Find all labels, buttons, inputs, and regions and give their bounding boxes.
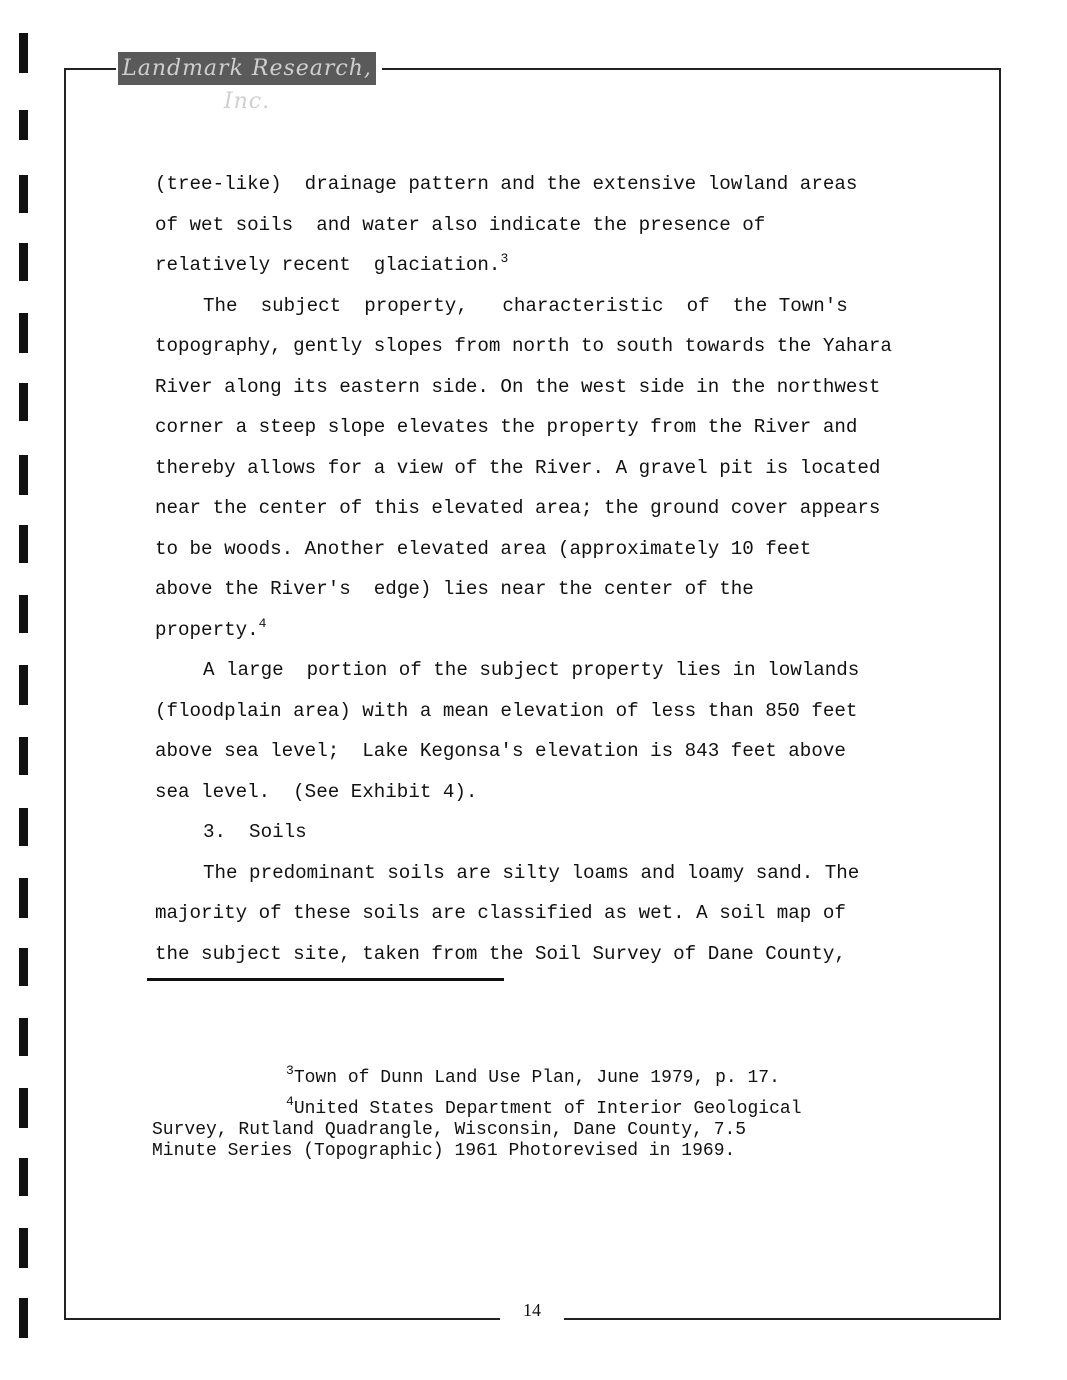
footnote-ref: 3 bbox=[500, 251, 509, 266]
paragraph-1 bbox=[155, 164, 955, 286]
binding-mark bbox=[19, 595, 28, 633]
binding-mark bbox=[19, 383, 28, 421]
footnote-3 bbox=[152, 1063, 972, 1089]
text-line: A large portion of the subject property lies in lowlands bbox=[203, 659, 860, 681]
text-line: to be woods. Another elevated area (approximately 10 feet bbox=[155, 537, 812, 560]
binding-mark bbox=[19, 455, 28, 495]
body-text bbox=[155, 164, 955, 974]
footnote-line: Survey, Rutland Quadrangle, Wisconsin, Dane County, 7.5 bbox=[152, 1120, 747, 1140]
text-line: corner a steep slope elevates the property from the River and bbox=[155, 416, 858, 438]
footnotes bbox=[152, 1063, 972, 1162]
text-line: topography, gently slopes from north to south towards the Yahara bbox=[155, 335, 892, 357]
binding-mark bbox=[19, 1228, 28, 1268]
footnote-text: Town of Dunn Land Use Plan, June 1979, p. 17. bbox=[293, 1068, 780, 1088]
text-line: above the River's edge) lies near the center of the bbox=[155, 578, 754, 600]
binding-mark bbox=[19, 737, 28, 775]
binding-mark bbox=[19, 1088, 28, 1128]
footnote-line bbox=[152, 1094, 972, 1120]
frame-left-border bbox=[64, 68, 66, 1320]
binding-mark bbox=[19, 243, 28, 281]
footnote-text: United States Department of Interior Geological bbox=[293, 1099, 802, 1119]
footnote-mark: 4 bbox=[286, 1094, 294, 1109]
binding-mark bbox=[19, 525, 28, 563]
binding-mark bbox=[19, 665, 28, 705]
text-line: sea level. (See Exhibit 4). bbox=[155, 780, 478, 803]
text-line: thereby allows for a view of the River. A gravel pit is located bbox=[155, 456, 881, 479]
text-line bbox=[155, 610, 955, 651]
text-line: The subject property, characteristic of the Town's bbox=[203, 294, 848, 317]
footnote-line: Minute Series (Topographic) 1961 Photorevised in 1969. bbox=[152, 1141, 736, 1161]
binding-mark bbox=[19, 1018, 28, 1056]
text-line: above sea level; Lake Kegonsa's elevation is 843 feet above bbox=[155, 740, 846, 762]
binding-mark bbox=[19, 1158, 28, 1196]
text-line: near the center of this elevated area; the ground cover appears bbox=[155, 497, 881, 519]
section-heading-soils bbox=[155, 812, 955, 853]
frame-top-border bbox=[64, 68, 116, 70]
binding-mark bbox=[19, 878, 28, 918]
text-line: River along its eastern side. On the west side in the northwest bbox=[155, 375, 881, 398]
page-number: 14 bbox=[523, 1300, 541, 1320]
paragraph-3 bbox=[155, 650, 955, 812]
binding-mark bbox=[19, 313, 28, 353]
frame-bottom-border bbox=[64, 1318, 500, 1320]
company-logo: Landmark Research, Inc. bbox=[118, 52, 376, 85]
text-line: The predominant soils are silty loams and loamy sand. The bbox=[203, 861, 860, 884]
binding-mark bbox=[19, 948, 28, 986]
paragraph-2 bbox=[155, 286, 955, 651]
text-line-content: relatively recent glaciation. bbox=[155, 254, 501, 276]
text-line: the subject site, taken from the Soil Survey of Dane County, bbox=[155, 942, 846, 965]
footnote-ref: 4 bbox=[258, 615, 267, 631]
text-line: (tree-like) drainage pattern and the extensive lowland areas bbox=[155, 173, 858, 195]
binding-mark bbox=[19, 33, 28, 73]
footnote-4 bbox=[152, 1094, 972, 1162]
text-line: of wet soils and water also indicate the presence of bbox=[155, 213, 766, 236]
binding-mark bbox=[19, 1298, 28, 1338]
section-heading: 3. Soils bbox=[203, 821, 307, 843]
footnote-mark: 3 bbox=[286, 1063, 294, 1078]
paragraph-4 bbox=[155, 853, 955, 975]
footnote-line bbox=[152, 1063, 972, 1089]
frame-bottom-border bbox=[564, 1318, 1001, 1320]
frame-right-border bbox=[999, 68, 1001, 1320]
text-line: (floodplain area) with a mean elevation of less than 850 feet bbox=[155, 699, 858, 722]
binding-mark bbox=[19, 110, 28, 140]
text-line bbox=[155, 245, 955, 286]
text-line: majority of these soils are classified as wet. A soil map of bbox=[155, 902, 846, 924]
footnote-separator bbox=[147, 978, 504, 981]
binding-mark bbox=[19, 808, 28, 846]
binding-mark bbox=[19, 175, 28, 213]
text-line-content: property. bbox=[155, 618, 259, 641]
frame-top-border bbox=[382, 68, 1001, 70]
